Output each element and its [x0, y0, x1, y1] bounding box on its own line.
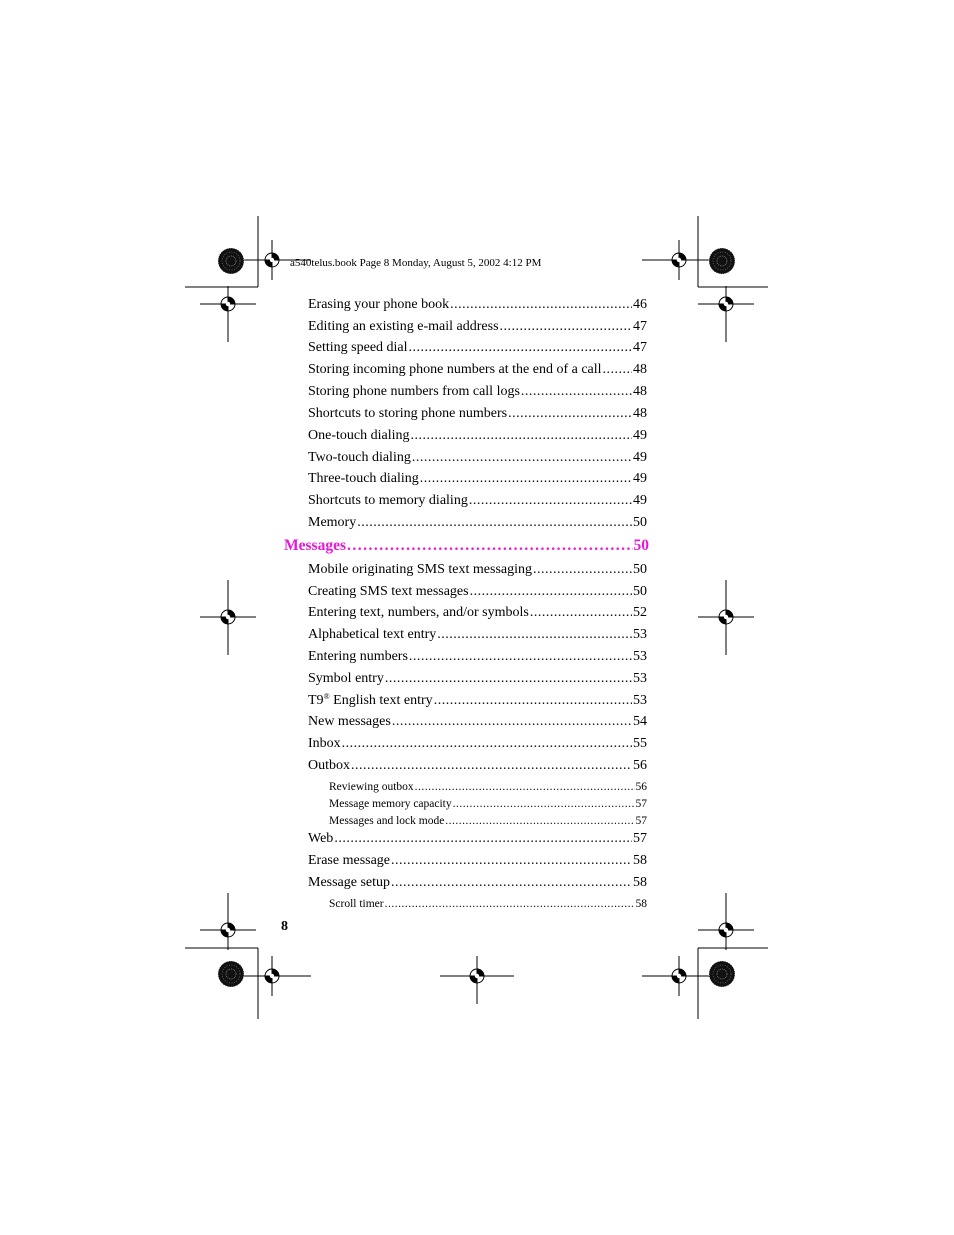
- dot-leader: [391, 853, 632, 869]
- dot-leader: [385, 898, 635, 910]
- toc-entry-page: 53: [633, 671, 647, 686]
- toc-entry-page: 47: [633, 319, 647, 334]
- toc-entry[interactable]: [308, 362, 647, 382]
- toc-subentry-page: 57: [635, 815, 647, 827]
- toc-entry-page: 53: [633, 627, 647, 642]
- dot-leader: [420, 471, 632, 487]
- toc-entry-page: 49: [633, 493, 647, 508]
- dot-leader: [342, 736, 632, 752]
- dot-leader: [357, 515, 632, 531]
- toc-entry-title: New messages: [308, 714, 391, 729]
- toc-entry-title: Storing incoming phone numbers at the end of a call: [308, 362, 602, 377]
- toc-entry[interactable]: [308, 584, 647, 604]
- toc-entry-title: Setting speed dial: [308, 340, 408, 355]
- toc-entry[interactable]: [308, 853, 647, 873]
- dot-leader: [410, 428, 632, 444]
- dot-leader: [392, 714, 632, 730]
- toc-entry-title: Web: [308, 831, 334, 846]
- t9-label-rest: English text entry: [329, 693, 433, 708]
- dot-leader: [415, 781, 635, 793]
- dot-leader: [530, 605, 632, 621]
- dot-leader: [409, 340, 632, 356]
- toc-entry-page: 48: [633, 362, 647, 377]
- dot-leader: [391, 875, 632, 891]
- toc-section-page: 50: [633, 537, 649, 554]
- dot-leader: [450, 297, 632, 313]
- toc-entry-page: 50: [633, 562, 647, 577]
- toc-section-title: Messages: [284, 537, 346, 554]
- toc-entry-title: Mobile originating SMS text messaging: [308, 562, 532, 577]
- toc-entry[interactable]: [308, 450, 647, 470]
- toc-subentry-title: Message memory capacity: [329, 798, 452, 810]
- toc-entry-title: Message setup: [308, 875, 391, 890]
- toc-entry-page: 50: [633, 584, 647, 599]
- toc-entry-title: Storing phone numbers from call logs: [308, 384, 520, 399]
- toc-entry-page: 50: [633, 515, 647, 530]
- dot-leader: [409, 649, 632, 665]
- toc-entry[interactable]: [308, 562, 647, 582]
- toc-entry-title: Editing an existing e-mail address: [308, 319, 499, 334]
- toc-entry-title: Outbox: [308, 758, 350, 773]
- dot-leader: [351, 758, 632, 774]
- toc-entry-title: Entering text, numbers, and/or symbols: [308, 605, 529, 620]
- book-slug-line: a540telus.book Page 8 Monday, August 5, 2002 4:12 PM: [290, 257, 542, 269]
- toc-entry-page: 49: [633, 471, 647, 486]
- dot-leader: [533, 562, 632, 578]
- toc-entry-title: One-touch dialing: [308, 428, 410, 443]
- toc-entry-page: 55: [633, 736, 647, 751]
- dot-leader: [508, 406, 632, 422]
- dot-leader: [437, 627, 632, 643]
- toc-entry[interactable]: [308, 875, 647, 895]
- toc-entry-title: Two-touch dialing: [308, 450, 411, 465]
- toc-entry-page: 57: [633, 831, 647, 846]
- dot-leader: [334, 831, 632, 847]
- toc-entry-title: Erase message: [308, 853, 391, 868]
- toc-entry-page: 58: [633, 875, 647, 890]
- toc-entry-page: 53: [633, 649, 647, 664]
- toc-entry[interactable]: [308, 831, 647, 851]
- toc-entry[interactable]: [308, 384, 647, 404]
- dot-leader: [470, 584, 632, 600]
- toc-entry-page: 54: [633, 714, 647, 729]
- toc-entry[interactable]: [308, 297, 647, 317]
- toc-entry-page: 58: [633, 853, 647, 868]
- toc-entry-title: Memory: [308, 515, 357, 530]
- toc-entry-title: [308, 693, 433, 709]
- dot-leader: [434, 693, 632, 709]
- toc-entry-title: Inbox: [308, 736, 341, 751]
- dot-leader: [385, 671, 632, 687]
- t9-label: T9: [308, 693, 324, 708]
- toc-entry[interactable]: [308, 340, 647, 360]
- toc-entry-page: 48: [633, 406, 647, 421]
- toc-entry-title: Creating SMS text messages: [308, 584, 469, 599]
- toc-entry[interactable]: [308, 627, 647, 647]
- toc-entry[interactable]: [308, 319, 647, 339]
- toc-entry[interactable]: [308, 758, 647, 778]
- toc-subentry[interactable]: [329, 798, 647, 814]
- toc-entry-title: Erasing your phone book: [308, 297, 450, 312]
- page-number: 8: [281, 919, 288, 934]
- toc-subentry[interactable]: [329, 898, 647, 914]
- toc-entry[interactable]: [308, 515, 647, 535]
- dot-leader: [469, 493, 632, 509]
- toc-entry[interactable]: [308, 671, 647, 691]
- toc-entry-page: 56: [633, 758, 647, 773]
- dot-leader: [445, 815, 634, 827]
- toc-entry-page: 52: [633, 605, 647, 620]
- toc-entry-title: Three-touch dialing: [308, 471, 419, 486]
- toc-entry[interactable]: [308, 471, 647, 491]
- toc-entry-page: 53: [633, 693, 647, 708]
- dot-leader: [453, 798, 635, 810]
- toc-subentry-page: 58: [635, 898, 647, 910]
- dot-leader: [603, 362, 632, 378]
- toc-subentry-page: 56: [635, 781, 647, 793]
- toc-entry-title: Alphabetical text entry: [308, 627, 437, 642]
- dot-leader: [500, 319, 632, 335]
- toc-entry-page: 47: [633, 340, 647, 355]
- toc-subentry[interactable]: [329, 815, 647, 831]
- toc-entry[interactable]: [308, 428, 647, 448]
- toc-entry-title: Shortcuts to storing phone numbers: [308, 406, 508, 421]
- toc-entry-page: 46: [633, 297, 647, 312]
- toc-subentry-title: Messages and lock mode: [329, 815, 445, 827]
- toc-entry-title: Symbol entry: [308, 671, 384, 686]
- registered-mark: ®: [323, 692, 330, 701]
- toc-entry[interactable]: [308, 649, 647, 669]
- toc-entry[interactable]: [308, 736, 647, 756]
- toc-subentry[interactable]: [329, 781, 647, 797]
- toc-subentry-title: Reviewing outbox: [329, 781, 414, 793]
- toc-section-messages[interactable]: [284, 537, 649, 559]
- dot-leader: [521, 384, 632, 400]
- toc-entry-title: Shortcuts to memory dialing: [308, 493, 468, 508]
- toc-subentry-page: 57: [635, 798, 647, 810]
- toc-subentry-title: Scroll timer: [329, 898, 384, 910]
- toc-entry-page: 48: [633, 384, 647, 399]
- toc-entry[interactable]: [308, 493, 647, 513]
- toc-entry-page: 49: [633, 450, 647, 465]
- toc-entry-title: Entering numbers: [308, 649, 408, 664]
- toc-entry[interactable]: [308, 693, 647, 713]
- dot-leader: [347, 537, 633, 555]
- toc-entry[interactable]: [308, 605, 647, 625]
- toc-entry-page: 49: [633, 428, 647, 443]
- dot-leader: [412, 450, 632, 466]
- toc-entry[interactable]: [308, 714, 647, 734]
- toc-entry[interactable]: [308, 406, 647, 426]
